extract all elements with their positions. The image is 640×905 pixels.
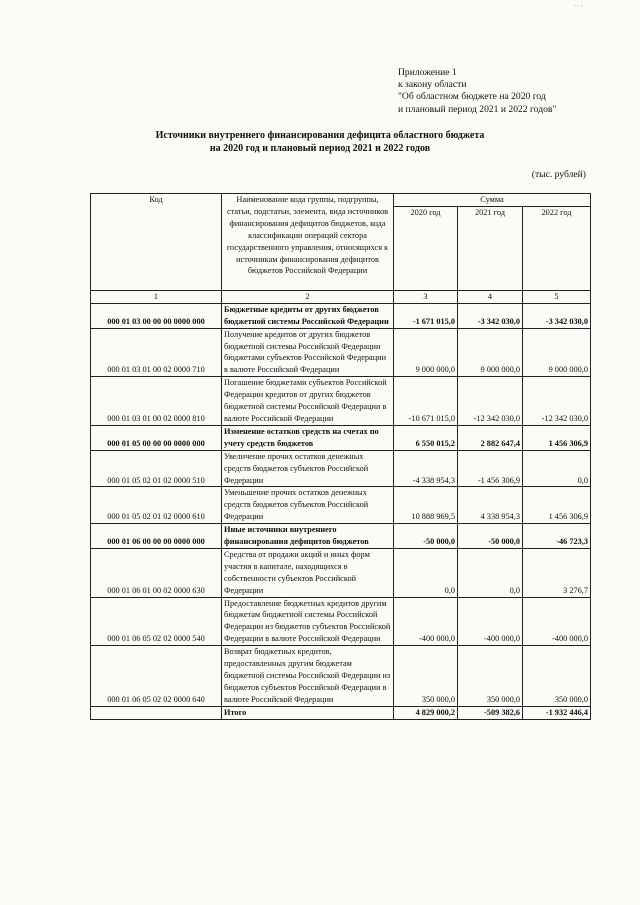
row-code: 000 01 06 05 02 02 0000 540 xyxy=(91,597,222,646)
row-value-2020: 4 829 000,2 xyxy=(394,706,458,719)
row-value-2022: 9 000 000,0 xyxy=(523,328,591,377)
row-value-2021: -12 342 030,0 xyxy=(458,377,523,426)
row-value-2021: 0,0 xyxy=(458,548,523,597)
units-label: (тыс. рублей) xyxy=(531,169,586,180)
row-value-2022: 350 000,0 xyxy=(523,646,591,707)
row-name: Бюджетные кредиты от других бюджетов бюджетной системы Российской Федерации xyxy=(222,303,394,328)
row-value-2021: 350 000,0 xyxy=(458,646,523,707)
annex-line-2: к закону области xyxy=(398,79,467,91)
annex-line-1: Приложение 1 xyxy=(398,67,457,78)
header-2021: 2021 год xyxy=(458,206,523,290)
row-value-2020: -50 000,0 xyxy=(394,524,458,549)
row-value-2021: 2 882 647,4 xyxy=(458,425,523,450)
row-code: 000 01 05 00 00 00 0000 000 xyxy=(91,425,222,450)
row-name: Увеличение прочих остатков денежных средств бюджетов субъектов Российской Федерации xyxy=(222,450,394,487)
row-code: 000 01 03 00 00 00 0000 000 xyxy=(91,303,222,328)
row-value-2022: -1 932 446,4 xyxy=(523,706,591,719)
row-value-2022: -400 000,0 xyxy=(523,597,591,646)
row-value-2020: -10 671 015,0 xyxy=(394,377,458,426)
row-value-2020: 9 000 000,0 xyxy=(394,328,458,377)
table-row xyxy=(91,328,591,377)
row-value-2022: -3 342 030,0 xyxy=(523,303,591,328)
row-value-2022: -46 723,3 xyxy=(523,524,591,549)
column-number-1: 1 xyxy=(91,290,222,303)
row-code: 000 01 06 05 02 02 0000 640 xyxy=(91,646,222,707)
row-name: Получение кредитов от других бюджетов бюджетной системы Российской Федерации бюджетами субъектов Российской Федерации в валюте Российской Федерации xyxy=(222,328,394,377)
row-name: Иные источники внутреннего финансирования дефицитов бюджетов xyxy=(222,524,394,549)
row-code: 000 01 05 02 01 02 0000 610 xyxy=(91,487,222,524)
row-code: 000 01 05 02 01 02 0000 510 xyxy=(91,450,222,487)
table-row xyxy=(91,377,591,426)
row-value-2020: 350 000,0 xyxy=(394,646,458,707)
row-value-2021: 4 338 954,3 xyxy=(458,487,523,524)
row-value-2020: -400 000,0 xyxy=(394,597,458,646)
row-name: Изменение остатков средств на счетах по учету средств бюджетов xyxy=(222,425,394,450)
row-value-2020: -1 671 015,0 xyxy=(394,303,458,328)
row-value-2022: -12 342 030,0 xyxy=(523,377,591,426)
row-value-2020: 6 550 015,2 xyxy=(394,425,458,450)
row-name: Погашение бюджетами субъектов Российской Федерации кредитов от других бюджетов бюджетной системы Российской Федерации в валюте Российской Федерации xyxy=(222,377,394,426)
title-line-2: на 2020 год и плановый период 2021 и 2022 годов xyxy=(209,143,431,154)
row-name: Средства от продажи акций и иных форм участия в капитале, находящихся в собственности субъектов Российской Федерации xyxy=(222,548,394,597)
table-row xyxy=(91,425,591,450)
table-row xyxy=(91,450,591,487)
table-row xyxy=(91,597,591,646)
row-value-2022: 1 456 306,9 xyxy=(523,425,591,450)
header-name: Наименование кода группы, подгруппы, статьи, подстатьи, элемента, вида источников финансирования дефицитов бюджетов, кода классификации операций сектора государственного управления, относящихся к источникам финансирования дефицитов бюджетов Российской Федерации xyxy=(222,194,394,291)
row-name: Предоставление бюджетных кредитов другим бюджетам бюджетной системы Российской Федерации из бюджетов субъектов Российской Федерации в валюте Российской Федерации xyxy=(222,597,394,646)
table-body xyxy=(91,303,591,719)
row-value-2021: -509 382,6 xyxy=(458,706,523,719)
table-row xyxy=(91,646,591,707)
row-value-2021: 9 000 000,0 xyxy=(458,328,523,377)
row-code: 000 01 03 01 00 02 0000 810 xyxy=(91,377,222,426)
header-2020: 2020 год xyxy=(394,206,458,290)
row-value-2022: 1 456 306,9 xyxy=(523,487,591,524)
header-2022: 2022 год xyxy=(523,206,591,290)
title-line-1: Источники внутреннего финансирования дефицита областного бюджета xyxy=(155,130,485,141)
row-value-2020: 0,0 xyxy=(394,548,458,597)
row-value-2022: 3 276,7 xyxy=(523,548,591,597)
table-row xyxy=(91,303,591,328)
column-number-4: 4 xyxy=(458,290,523,303)
scan-mark-top: ·· · xyxy=(574,2,583,10)
row-name: Итого xyxy=(222,706,394,719)
header-code: Код xyxy=(91,194,222,291)
header-sum: Сумма xyxy=(394,194,591,207)
annex-line-4: и плановый период 2021 и 2022 годов" xyxy=(398,103,557,115)
column-number-3: 3 xyxy=(394,290,458,303)
row-value-2020: -4 338 954,3 xyxy=(394,450,458,487)
row-code: 000 01 06 00 00 00 0000 000 xyxy=(91,524,222,549)
table-row xyxy=(91,524,591,549)
financing-sources-table xyxy=(90,193,591,720)
annex-line-3: "Об областном бюджете на 2020 год xyxy=(398,91,546,103)
annex-block xyxy=(398,67,556,116)
document-title xyxy=(0,129,640,155)
row-value-2021: -400 000,0 xyxy=(458,597,523,646)
row-value-2021: -3 342 030,0 xyxy=(458,303,523,328)
table-row xyxy=(91,548,591,597)
table-row xyxy=(91,487,591,524)
row-code: 000 01 03 01 00 02 0000 710 xyxy=(91,328,222,377)
row-value-2021: -1 456 306,9 xyxy=(458,450,523,487)
row-name: Возврат бюджетных кредитов, предоставленных другим бюджетам бюджетной системы Российской Федерации из бюджетов субъектов Российской Федерации в валюте Российской Федерации xyxy=(222,646,394,707)
column-number-5: 5 xyxy=(523,290,591,303)
row-value-2021: -50 000,0 xyxy=(458,524,523,549)
row-name: Уменьшение прочих остатков денежных средств бюджетов субъектов Российской Федерации xyxy=(222,487,394,524)
row-code xyxy=(91,706,222,719)
row-value-2022: 0,0 xyxy=(523,450,591,487)
row-code: 000 01 06 01 00 02 0000 630 xyxy=(91,548,222,597)
column-number-2: 2 xyxy=(222,290,394,303)
row-value-2020: 10 888 969,5 xyxy=(394,487,458,524)
table-row xyxy=(91,706,591,719)
